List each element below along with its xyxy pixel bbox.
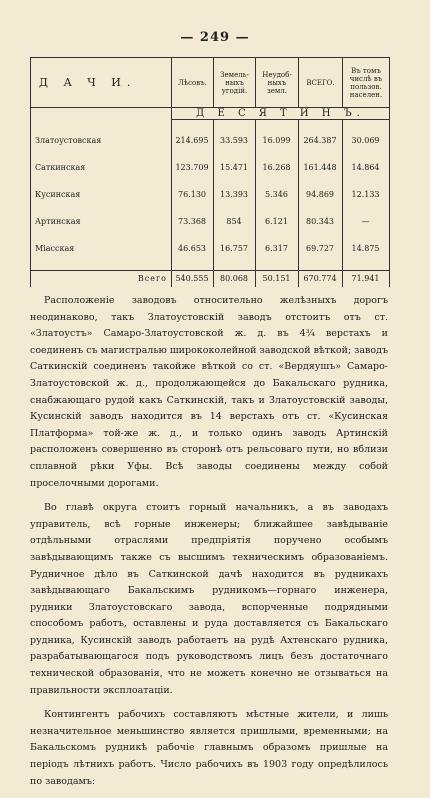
paragraph: Во главѣ округа стоитъ горный начальникъ, а въ заводахъ управитель, всѣ горные инженеры; ближайшее завѣдываніе отдѣльными отраслями предпріятія поручено особымъ завѣдывающимъ также съ высшимъ техническимъ образованіемъ. Рудничное дѣло въ Саткинской дачѣ находится въ рудникахъ завѣдывающаго Бакальскимъ рудникомъ—горнаго инженера, рудники Златоустовскаго завода, вспорченные подрядными способомъ работъ, оставлены и руда доставляется съ Бакальскаго рудника, Кусинскій заводъ работаетъ на рудѣ Ахтенскаго рудника, разрабатывающагося подъ руководствомъ лицъ безъ достаточнаго технической образованія, что не можетъ конечно не отзываться на правильности эксплоатаціи. <box>30 502 388 696</box>
cell: 13.393 <box>220 190 248 199</box>
table-header <box>31 58 389 108</box>
row-name: Кусинская <box>35 190 81 199</box>
row-name: Саткинская <box>35 163 86 172</box>
cell: 14.875 <box>351 244 380 253</box>
cell: 15.471 <box>220 163 248 172</box>
cell: 33.593 <box>220 136 248 145</box>
header-population: Въ томъ числѣ въ пользов. населен. <box>342 58 389 107</box>
cell: 50.151 <box>262 274 291 283</box>
body-text <box>30 293 388 798</box>
cell: — <box>361 217 370 226</box>
cell: 123.709 <box>175 163 209 172</box>
header-land: Земель-ныхъ угодій. <box>213 58 255 107</box>
header-inconvenient: Неудоб-ныхъ земл. <box>255 58 298 107</box>
paragraph: Расположеніе заводовъ относительно желѣзныхъ дорогъ неодинаково, такъ Златоустовскій заводъ отстоитъ отъ ст. «Златоустъ» Самаро-Златоустовской ж. д. въ 4¾ верстахъ и соединенъ съ магистралью ширококолейной заводской вѣткой; заводъ Саткинскій соединенъ такойже вѣткой со ст. «Вердяушъ» Самаро-Златоустовской ж. д., продолжающейся до Бакальскаго рудника, снабжающаго рудой какъ Саткинскій, такъ и Златоустовскій заводы, Кусинскій заводъ находится въ 14 верстахъ отъ ст. «Кусинская Платформа» той-же ж. д., и только одинъ заводъ Артинскій расположенъ совершенно въ сторонѣ отъ рельсоваго пути, но вблизи сплавной рѣки Уфы. Всѣ заводы соединены между собой проселочными дорогами. <box>30 295 388 489</box>
table-row <box>31 214 389 230</box>
cell: 540.555 <box>175 274 209 283</box>
cell: 214.695 <box>175 136 209 145</box>
cell: 5.346 <box>265 190 288 199</box>
paragraph: Контингентъ рабочихъ составляютъ мѣстные жители, и лишь незначительное меньшинство является пришлыми, временными; на Бакальскомъ рудникѣ рабочіе главнымъ образомъ пришлые на періодъ лѣтнихъ работъ. Число рабочихъ въ 1903 году опредѣлилось по заводамъ: <box>30 709 388 787</box>
cell: 14.864 <box>351 163 380 172</box>
total-label: Всего <box>137 274 167 283</box>
header-dachi: Д А Ч И. <box>39 75 137 89</box>
cell: 76.130 <box>178 190 206 199</box>
cell: 6.317 <box>265 244 288 253</box>
cell: 80.343 <box>306 217 334 226</box>
cell: 94.869 <box>306 190 334 199</box>
row-name: Златоустовская <box>35 136 102 145</box>
cell: 46.653 <box>178 244 206 253</box>
cell: 161.448 <box>303 163 337 172</box>
cell: 16.757 <box>220 244 248 253</box>
cell: 71.941 <box>351 274 380 283</box>
cell: 16.268 <box>262 163 291 172</box>
cell: 30.069 <box>351 136 380 145</box>
row-name: Артинская <box>35 217 81 226</box>
cell: 80.068 <box>220 274 248 283</box>
cell: 12.133 <box>351 190 380 199</box>
cell: 264.387 <box>303 136 337 145</box>
cell: 73.368 <box>178 217 206 226</box>
cell: 854 <box>226 217 242 226</box>
row-name: Міасская <box>35 244 75 253</box>
table-row <box>31 133 389 149</box>
cell: 69.727 <box>306 244 334 253</box>
statistics-table <box>30 57 390 287</box>
total-row <box>31 271 389 287</box>
cell: 16.099 <box>262 136 291 145</box>
units-label: Д Е С Я Т И Н Ъ. <box>171 107 389 120</box>
cell: 670.774 <box>303 274 337 283</box>
header-forests: Лѣсовъ. <box>171 58 213 107</box>
table-row <box>31 241 389 257</box>
page-number: — 249 — <box>180 30 250 45</box>
table-row <box>31 160 389 176</box>
header-total: ВСЕГО. <box>298 58 342 107</box>
cell: 6.121 <box>265 217 288 226</box>
table-row <box>31 187 389 203</box>
